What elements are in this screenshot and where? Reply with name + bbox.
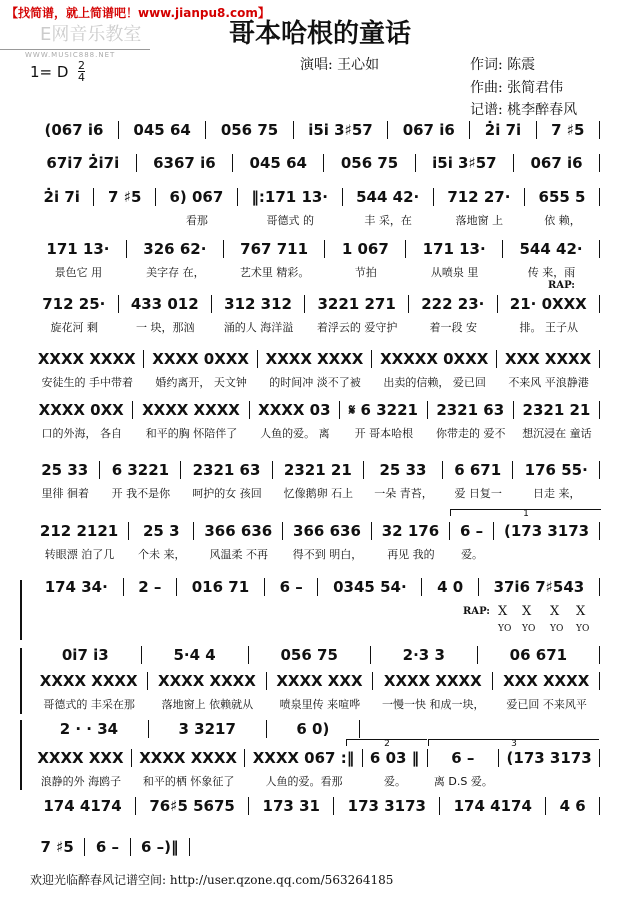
measure-notes: 2̇i 7i <box>30 188 94 206</box>
measure-notes: 21· 0XXX <box>498 295 600 313</box>
page-title: 哥本哈根的童话 <box>228 19 411 49</box>
measure-notes: XXXX XXXX <box>373 672 493 690</box>
measure <box>250 401 341 441</box>
measure-notes: 212 2121 <box>30 522 129 540</box>
measure <box>497 350 600 390</box>
measure <box>499 749 600 775</box>
system-brace <box>20 648 22 714</box>
measure <box>30 295 119 335</box>
measure <box>324 154 415 172</box>
score-row <box>30 350 600 390</box>
measure <box>30 522 129 562</box>
lyric: 开 哥本哈根 <box>354 427 414 440</box>
measure-notes: 171 13· <box>406 240 503 258</box>
measure-notes: 2321 63 <box>181 461 272 479</box>
lyric: 爱。 <box>461 548 484 561</box>
measure-notes: i5i 3♯57 <box>294 121 388 139</box>
measure <box>238 188 343 228</box>
measure <box>267 720 360 738</box>
measure <box>100 461 181 501</box>
score-row <box>30 838 190 856</box>
measure-notes: XXXX 0XX <box>30 401 133 419</box>
measure <box>428 749 500 789</box>
measure <box>94 188 155 214</box>
score-row <box>30 401 600 441</box>
lyric: 日走 来， <box>532 487 581 500</box>
measure-notes: XXX XXXX <box>493 672 600 690</box>
measure <box>406 240 503 280</box>
measure-notes: 1 067 <box>325 240 406 258</box>
score-row <box>30 646 600 664</box>
lyric: 从喷泉 里 <box>430 266 479 279</box>
score-row <box>30 154 600 172</box>
measure-notes: 067 i6 <box>514 154 600 172</box>
lyric: 排。 王子从 <box>519 321 579 334</box>
score-row <box>30 797 600 815</box>
measure <box>30 672 148 712</box>
measure-notes: XXXX 03 <box>250 401 341 419</box>
measure <box>144 350 257 390</box>
measure <box>371 646 478 664</box>
lyric: 再见 我的 <box>387 548 435 561</box>
notation-by: 记谱: 桃李醉春风 <box>470 102 578 118</box>
lyric: 转眼漂 泊了几 <box>44 548 115 561</box>
measure <box>85 838 130 856</box>
measure-notes: 4 0 <box>422 578 479 596</box>
lyric: 里徘 徊着 <box>41 487 89 500</box>
lyric: 人鱼的爱。看那 <box>265 775 343 788</box>
lyric: 婚约离开， 天文钟 <box>155 376 247 389</box>
measure <box>388 121 470 139</box>
system-brace <box>20 580 22 640</box>
volta-1: 1 <box>450 509 601 516</box>
lyric: 得不到 明白， <box>292 548 363 561</box>
measure-notes: 06 671 <box>478 646 600 664</box>
key-signature: 1= D <box>30 63 69 81</box>
lyric: 爱。 <box>384 775 407 788</box>
measure <box>273 461 364 501</box>
lyric: 落地窗 上 <box>455 214 504 227</box>
measure-notes: 3 3217 <box>149 720 267 738</box>
measure-notes: XXXX XXXX <box>30 350 144 368</box>
measure <box>363 749 428 789</box>
score-row <box>30 188 600 228</box>
measure-notes: 2·3 3 <box>371 646 478 664</box>
lyric: 落地窗上 依赖就从 <box>161 698 254 711</box>
measure <box>440 797 546 815</box>
lyric: 开 我不是你 <box>111 487 171 500</box>
measure <box>30 797 136 815</box>
score-row <box>30 578 600 596</box>
lyric: 风温柔 不再 <box>209 548 269 561</box>
measure <box>129 522 194 562</box>
measure <box>470 121 536 139</box>
system-brace <box>20 720 22 790</box>
score-row <box>30 720 360 738</box>
volta-2: 2 <box>346 739 427 746</box>
measure <box>258 350 372 390</box>
measure-notes: XXXX XXXX <box>132 749 245 767</box>
lyric: 你带走的 爱不 <box>435 427 506 440</box>
lyric: 忆像鹅卵 石上 <box>283 487 354 500</box>
measure-notes: 7 ♯5 <box>94 188 155 206</box>
measure-notes: 6 3221 <box>100 461 181 479</box>
lyric: 一慢一快 和成一块， <box>382 698 485 711</box>
measure-notes: i5i 3♯57 <box>416 154 514 172</box>
lyric: 口的外海， 各自 <box>41 427 122 440</box>
lyric: 依 赖， <box>544 214 581 227</box>
lyric: 传 来，雨 <box>527 266 576 279</box>
measure-notes: 045 64 <box>119 121 206 139</box>
measure-notes: 366 636 <box>283 522 372 540</box>
measure <box>334 797 440 815</box>
lyric: 着一段 安 <box>429 321 478 334</box>
measure <box>177 578 265 596</box>
measure-notes: 222 23· <box>409 295 498 313</box>
measure-notes: 5·4 4 <box>142 646 249 664</box>
rap-x: X <box>576 604 586 619</box>
measure <box>267 672 374 712</box>
measure <box>409 295 498 335</box>
measure-notes: 2 · · 34 <box>30 720 149 738</box>
measure-notes: 433 012 <box>119 295 212 313</box>
rap-yo: YO <box>550 624 564 634</box>
measure <box>434 188 525 228</box>
measure-notes: 37i6 7♯543 <box>479 578 600 596</box>
score-row <box>30 522 600 562</box>
time-signature <box>78 60 85 83</box>
measure-notes: 312 312 <box>212 295 305 313</box>
measure <box>30 121 119 139</box>
measure-notes: 655 5 <box>525 188 600 206</box>
measure <box>428 401 514 441</box>
composer: 作曲: 张简君伟 <box>470 80 564 96</box>
measure <box>537 121 600 139</box>
lyric: 涌的人 海洋溢 <box>223 321 294 334</box>
score-row <box>30 240 600 280</box>
measure-notes: 056 75 <box>249 646 371 664</box>
lyric: 景色它 用 <box>54 266 103 279</box>
measure <box>514 401 600 441</box>
measure <box>305 295 409 335</box>
measure <box>124 578 178 596</box>
lyric: 个未 来， <box>138 548 186 561</box>
lyric: 出卖的信赖， 爱已回 <box>383 376 486 389</box>
measure-notes: 𝄋 6 3221 <box>340 401 427 419</box>
measure <box>119 295 212 335</box>
time-top: 2 <box>78 59 85 72</box>
lyric: 不来风 平浪静港 <box>508 376 589 389</box>
measure-notes: 712 25· <box>30 295 119 313</box>
measure <box>206 121 293 139</box>
measure-notes: (173 3173 <box>499 749 600 767</box>
score-row <box>30 121 600 139</box>
singer: 演唱: 王心如 <box>300 57 380 73</box>
lyric: 想沉浸在 童话 <box>522 427 592 440</box>
rap-label: RAP: <box>548 280 575 291</box>
lyric: 旋花河 剩 <box>50 321 99 334</box>
measure-notes: 2321 21 <box>514 401 600 419</box>
measure <box>30 749 132 789</box>
measure-notes: 326 62· <box>127 240 224 258</box>
measure-notes: 0345 54· <box>318 578 422 596</box>
rap-yo: YO <box>522 624 536 634</box>
measure <box>212 295 305 335</box>
measure <box>136 797 249 815</box>
measure-notes: (067 i6 <box>30 121 119 139</box>
measure-notes: 3221 271 <box>305 295 409 313</box>
measure <box>233 154 324 172</box>
measure-notes: 25 33 <box>30 461 100 479</box>
measure-notes: (173 3173 <box>494 522 600 540</box>
measure-notes: 67i7 2̇i7i <box>30 154 137 172</box>
lyric: 爱 日复一 <box>454 487 502 500</box>
measure-notes: 4 6 <box>546 797 600 815</box>
measure <box>546 797 600 815</box>
lyric: 喷泉里传 来喧哗 <box>279 698 361 711</box>
measure-notes: 2321 63 <box>428 401 514 419</box>
measure <box>148 672 266 712</box>
measure <box>149 720 267 738</box>
footer-text: 欢迎光临醉春风记谱空间: http://user.qzone.qq.com/563264185 <box>30 873 394 887</box>
measure-notes: 174 4174 <box>440 797 546 815</box>
measure-notes: 2̇i 7i <box>470 121 536 139</box>
measure <box>30 461 100 501</box>
measure-notes: 544 42· <box>343 188 434 206</box>
lyric: 着浮云的 爱守护 <box>316 321 398 334</box>
measure-notes: XXXX XXXX <box>258 350 372 368</box>
measure <box>372 350 497 390</box>
measure-notes: 176 55· <box>513 461 600 479</box>
measure <box>503 240 600 280</box>
measure-notes: 366 636 <box>194 522 283 540</box>
lyric: 的时间冲 淡不了被 <box>269 376 361 389</box>
measure <box>450 522 494 562</box>
measure <box>119 121 206 139</box>
site-logo: E网音乐教室 <box>40 24 142 45</box>
measure-notes: 0i7 i3 <box>30 646 142 664</box>
lyricist: 作词: 陈震 <box>470 57 536 73</box>
measure-notes: XXXX XXX <box>267 672 374 690</box>
measure <box>493 672 600 712</box>
rap-x: X <box>498 604 508 619</box>
rap-yo: YO <box>498 624 512 634</box>
score-row <box>30 461 600 501</box>
watermark-text: 【找简谱，就上简谱吧！www.jianpu8.com】 <box>6 6 270 20</box>
measure-notes: 25 33 <box>364 461 443 479</box>
logo-url: WWW.MUSIC888.NET <box>25 51 116 59</box>
measure <box>30 240 127 280</box>
measure-notes: 173 3173 <box>334 797 440 815</box>
measure-notes: 173 31 <box>249 797 334 815</box>
measure-notes: 6 0) <box>267 720 360 738</box>
measure <box>249 646 371 664</box>
measure <box>478 646 600 664</box>
measure-notes: 6367 i6 <box>137 154 233 172</box>
measure-notes: 7 ♯5 <box>537 121 600 139</box>
time-bottom: 4 <box>78 71 85 84</box>
measure-notes: ‖:171 13· <box>238 188 343 206</box>
measure <box>131 838 191 856</box>
measure <box>30 578 124 596</box>
measure-notes: 016 71 <box>177 578 265 596</box>
measure <box>498 295 600 335</box>
measure <box>30 401 133 441</box>
measure <box>318 578 422 596</box>
measure <box>142 646 249 664</box>
measure-notes: 174 34· <box>30 578 124 596</box>
lyric: 和平的栖 怀象征了 <box>142 775 235 788</box>
measure <box>224 240 326 280</box>
measure <box>364 461 443 501</box>
measure-notes: 712 27· <box>434 188 525 206</box>
measure-notes: 045 64 <box>233 154 324 172</box>
lyric: 离 D.S 爱。 <box>433 775 493 788</box>
measure <box>494 522 600 548</box>
lyric: 和平的胸 怀陪伴了 <box>145 427 238 440</box>
measure <box>325 240 406 280</box>
lyric: 一 块，那汹 <box>135 321 195 334</box>
measure <box>133 401 249 441</box>
measure-notes: 544 42· <box>503 240 600 258</box>
measure-notes: XXXXX 0XXX <box>372 350 497 368</box>
measure-notes: XXXX 0XXX <box>144 350 257 368</box>
measure-notes: 056 75 <box>324 154 415 172</box>
lyric: 节拍 <box>354 266 377 279</box>
measure-notes: XXXX XXXX <box>148 672 266 690</box>
measure-notes: 171 13· <box>30 240 127 258</box>
volta-3: 3 <box>428 739 599 746</box>
measure-notes: XXXX XXXX <box>133 401 249 419</box>
measure <box>513 461 600 501</box>
measure-notes: 32 176 <box>372 522 450 540</box>
lyric: 艺术里 精彩。 <box>239 266 310 279</box>
measure <box>514 154 600 172</box>
lyric: 人鱼的爱。 离 <box>260 427 330 440</box>
measure-notes: 067 i6 <box>388 121 470 139</box>
measure-notes: 7 ♯5 <box>30 838 85 856</box>
measure <box>30 154 137 172</box>
measure-notes: XXX XXXX <box>497 350 600 368</box>
measure-notes: 6) 067 <box>156 188 238 206</box>
measure-notes: 6 – <box>428 749 500 767</box>
lyric: 哥德式的 丰采在那 <box>43 698 135 711</box>
measure <box>181 461 272 501</box>
measure <box>283 522 372 562</box>
measure-notes: 25 3 <box>129 522 194 540</box>
measure <box>30 646 142 664</box>
measure <box>132 749 245 789</box>
measure-notes: 2321 21 <box>273 461 364 479</box>
lyric: 安徒生的 手中带着 <box>41 376 133 389</box>
measure <box>137 154 233 172</box>
measure <box>30 720 149 738</box>
lyric: 看那 <box>185 214 208 227</box>
measure <box>156 188 238 228</box>
measure <box>30 188 94 214</box>
measure <box>443 461 513 501</box>
measure <box>30 838 85 856</box>
lyric: 一朵 青苔， <box>374 487 433 500</box>
measure-notes: 6 – <box>85 838 130 856</box>
measure <box>372 522 450 562</box>
lyric: 浪静的外 海鸥子 <box>40 775 122 788</box>
measure-notes: 6 03 ‖ <box>363 749 428 767</box>
rap-label: RAP: <box>463 606 490 617</box>
measure-notes: 767 711 <box>224 240 326 258</box>
measure <box>343 188 434 228</box>
measure-notes: XXXX XXX <box>30 749 132 767</box>
measure-notes: 6 671 <box>443 461 513 479</box>
measure-notes: 6 – <box>450 522 494 540</box>
lyric: 丰 采，在 <box>364 214 412 227</box>
score-row <box>30 672 600 712</box>
measure-notes: XXXX XXXX <box>30 672 148 690</box>
measure-notes: 2 – <box>124 578 178 596</box>
lyric: 哥德式 的 <box>266 214 314 227</box>
measure-notes: 174 4174 <box>30 797 136 815</box>
measure-notes: 056 75 <box>206 121 293 139</box>
rap-x: X <box>550 604 560 619</box>
measure <box>373 672 493 712</box>
measure <box>30 350 144 390</box>
measure-notes: 6 –)‖ <box>131 838 191 856</box>
rap-yo: YO <box>576 624 590 634</box>
measure <box>245 749 362 789</box>
score-row <box>30 295 600 335</box>
lyric: 美字存 在， <box>146 266 205 279</box>
measure <box>265 578 319 596</box>
measure <box>422 578 479 596</box>
lyric: 呵护的女 孩回 <box>192 487 262 500</box>
rap-x: X <box>522 604 532 619</box>
measure-notes: 76♯5 5675 <box>136 797 249 815</box>
measure <box>479 578 600 596</box>
measure <box>294 121 388 139</box>
measure <box>525 188 600 228</box>
measure <box>340 401 427 441</box>
score-row <box>30 749 600 789</box>
lyric: 爱已回 不来风平 <box>506 698 587 711</box>
measure <box>194 522 283 562</box>
measure <box>416 154 514 172</box>
measure <box>127 240 224 280</box>
measure-notes: XXXX 067 :‖ <box>245 749 362 767</box>
measure <box>249 797 334 815</box>
measure-notes: 6 – <box>265 578 319 596</box>
